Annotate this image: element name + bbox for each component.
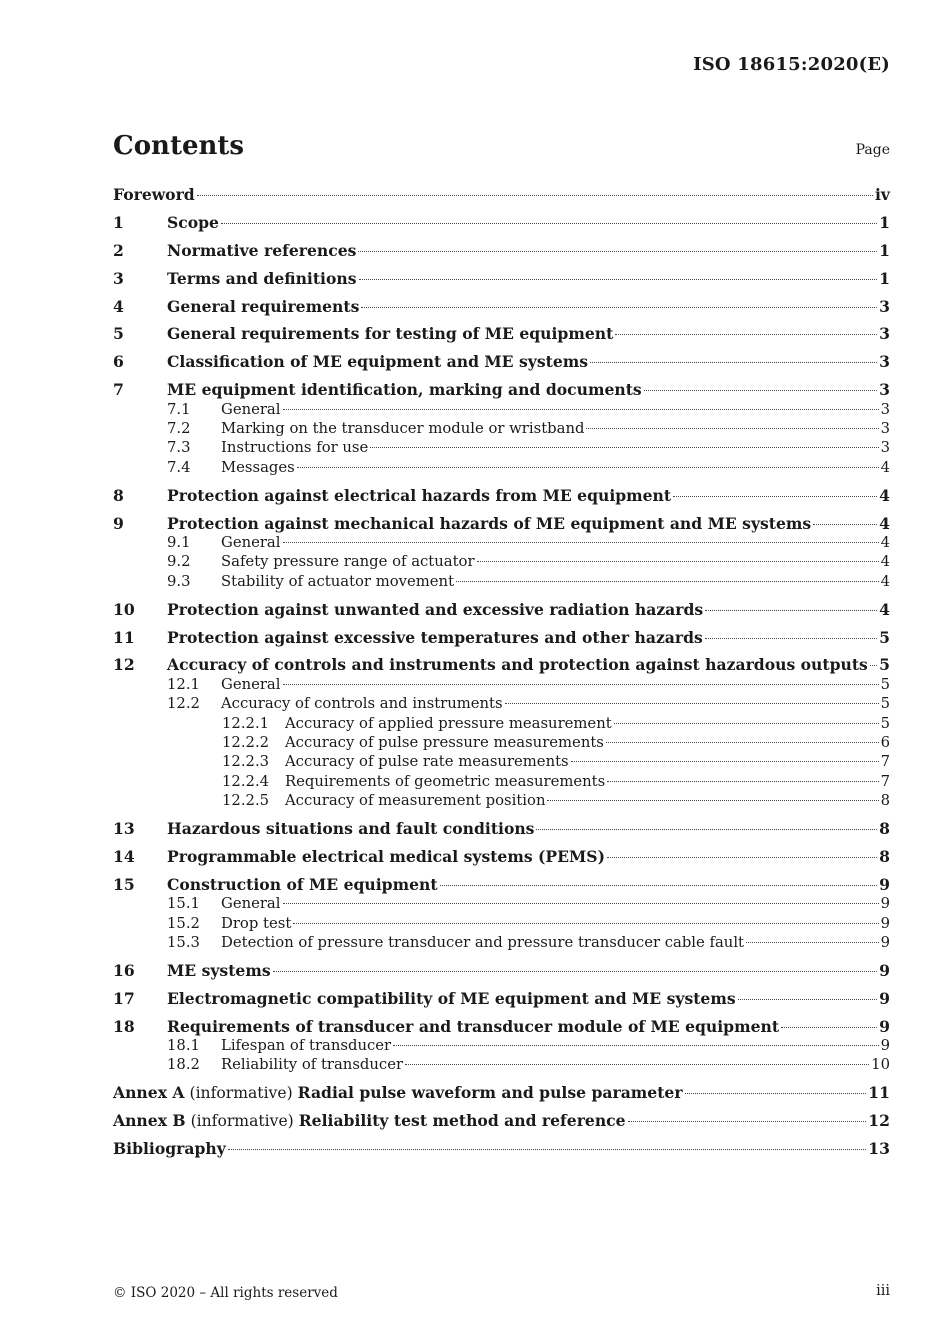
dot-leader bbox=[370, 447, 878, 448]
toc-subentry-number: 7.3 bbox=[167, 439, 191, 457]
toc-entry[interactable] bbox=[113, 1083, 890, 1102]
toc-subentry-page: 9 bbox=[880, 914, 890, 932]
toc-subentry-title: Stability of actuator movement bbox=[221, 572, 455, 590]
toc-entry-number: 14 bbox=[113, 846, 135, 866]
toc-subentry[interactable] bbox=[113, 458, 890, 477]
dot-leader bbox=[505, 703, 879, 704]
toc-subentry-page: 3 bbox=[880, 439, 890, 457]
toc-group bbox=[113, 989, 890, 1008]
toc-group bbox=[113, 352, 890, 371]
toc-entry-number: 5 bbox=[113, 324, 124, 344]
toc-entry-title bbox=[167, 961, 271, 980]
toc-subentry[interactable] bbox=[113, 714, 890, 733]
toc-entry-title bbox=[167, 875, 438, 894]
toc-entry-title bbox=[167, 352, 588, 371]
toc-subentry-title: Accuracy of applied pressure measurement bbox=[285, 714, 612, 732]
toc-entry-title-text: Annex A bbox=[113, 1083, 185, 1103]
toc-entry-page: 3 bbox=[879, 380, 890, 400]
annex-title: Reliability test method and reference bbox=[298, 1111, 626, 1131]
annex-qualifier: (informative) bbox=[184, 1084, 298, 1103]
toc-entry-page: 1 bbox=[879, 212, 890, 232]
toc-entry-title bbox=[167, 847, 605, 866]
toc-entry-title bbox=[113, 1139, 226, 1158]
dot-leader bbox=[440, 885, 878, 886]
dot-leader bbox=[781, 1027, 877, 1028]
toc-subentry-page: 9 bbox=[880, 934, 890, 951]
toc-subentry[interactable] bbox=[113, 694, 890, 713]
toc-entry-page: 12 bbox=[868, 1111, 890, 1131]
toc-entry[interactable] bbox=[113, 655, 890, 674]
dot-leader bbox=[607, 857, 877, 858]
toc-entry-title-text: ME systems bbox=[167, 960, 271, 980]
dot-leader bbox=[283, 903, 879, 904]
toc-subentry-page: 4 bbox=[880, 533, 890, 551]
dot-leader bbox=[705, 638, 877, 639]
toc-subentry-page: 5 bbox=[880, 714, 890, 732]
toc-group bbox=[113, 961, 890, 980]
toc-entry-title bbox=[167, 213, 219, 232]
toc-entry[interactable] bbox=[113, 324, 890, 343]
toc-subentry[interactable] bbox=[113, 1036, 890, 1055]
toc-subentry[interactable] bbox=[113, 914, 890, 933]
toc-entry-number: 16 bbox=[113, 960, 135, 980]
annex-title: Radial pulse waveform and pulse parameter bbox=[297, 1083, 683, 1103]
toc-entry-title bbox=[113, 1083, 683, 1103]
toc-entry-title-text: Foreword bbox=[113, 185, 195, 204]
toc-subentry-number: 12.2 bbox=[167, 695, 200, 713]
toc-entry-number: 1 bbox=[113, 212, 124, 232]
toc-subentry-title: General bbox=[221, 400, 281, 418]
toc-subentry-page: 5 bbox=[880, 675, 890, 693]
dot-leader bbox=[547, 800, 878, 801]
toc-subentry[interactable] bbox=[113, 933, 890, 952]
toc-entry[interactable] bbox=[113, 241, 890, 260]
toc-subentry[interactable] bbox=[113, 533, 890, 552]
toc-group bbox=[113, 514, 890, 592]
toc-entry-title-text: Protection against mechanical hazards of ME equipment and ME systems bbox=[167, 513, 812, 533]
toc-subentry-number: 15.1 bbox=[167, 895, 200, 913]
toc-subentry-number: 12.2.1 bbox=[222, 714, 270, 732]
toc-entry-page: 3 bbox=[879, 324, 890, 344]
toc-group bbox=[113, 628, 890, 647]
toc-subentry[interactable] bbox=[113, 400, 890, 419]
toc-group bbox=[113, 269, 890, 288]
toc-entry[interactable] bbox=[113, 961, 890, 980]
toc-entry-page: 13 bbox=[868, 1139, 890, 1159]
dot-leader bbox=[405, 1064, 869, 1065]
toc-subentry-title: Marking on the transducer module or wristband bbox=[221, 420, 585, 438]
toc-entry-title-text: General requirements bbox=[167, 296, 360, 316]
toc-entry-title-text: Requirements of transducer and transducer module of ME equipment bbox=[167, 1016, 780, 1036]
toc-entry-page: 5 bbox=[879, 627, 890, 647]
toc-entry-title-text: Terms and definitions bbox=[167, 268, 357, 288]
toc-entry-title bbox=[113, 1111, 626, 1131]
toc-entry-page: 9 bbox=[879, 874, 890, 894]
toc-subentry[interactable] bbox=[113, 572, 890, 591]
toc-entry[interactable] bbox=[113, 989, 890, 1008]
toc-entry-number: 2 bbox=[113, 240, 124, 260]
toc-subentry[interactable] bbox=[113, 1055, 890, 1074]
toc-entry-title-text: Bibliography bbox=[113, 1139, 226, 1159]
toc-group bbox=[113, 185, 890, 204]
toc-group bbox=[113, 241, 890, 260]
dot-leader bbox=[197, 195, 873, 196]
dot-leader bbox=[586, 428, 878, 429]
dot-leader bbox=[870, 665, 877, 666]
toc-entry-title-text: Electromagnetic compatibility of ME equipment and ME systems bbox=[167, 988, 736, 1008]
toc-entry-page: 3 bbox=[879, 296, 890, 316]
toc-subentry-title: General bbox=[221, 533, 281, 551]
dot-leader bbox=[297, 467, 879, 468]
toc-entry-page: 8 bbox=[879, 819, 890, 839]
dot-leader bbox=[359, 279, 878, 280]
toc-subentry-title: Accuracy of pulse pressure measurements bbox=[285, 733, 604, 751]
dot-leader bbox=[273, 971, 878, 972]
toc-subentry[interactable] bbox=[113, 894, 890, 913]
toc-subentry[interactable] bbox=[113, 791, 890, 810]
dot-leader bbox=[615, 334, 877, 335]
toc-subentry-page: 8 bbox=[880, 792, 890, 810]
toc-entry-title-text: Annex B bbox=[113, 1111, 186, 1131]
toc-entry-title bbox=[167, 514, 811, 533]
toc-subentry-number: 9.2 bbox=[167, 553, 191, 571]
toc-entry[interactable] bbox=[113, 1139, 890, 1158]
dot-leader bbox=[221, 223, 877, 224]
dot-leader bbox=[607, 781, 878, 782]
toc-entry-page: iv bbox=[875, 185, 890, 204]
toc-entry[interactable] bbox=[113, 380, 890, 399]
toc-subentry-page: 4 bbox=[880, 458, 890, 476]
toc-subentry-number: 9.3 bbox=[167, 572, 191, 590]
toc-entry-title-text: Hazardous situations and fault conditions bbox=[167, 819, 535, 839]
toc-subentry-number: 7.2 bbox=[167, 420, 191, 438]
toc-group bbox=[113, 1111, 890, 1130]
toc-entry-title-text: Protection against excessive temperatures and other hazards bbox=[167, 627, 703, 647]
toc-subentry[interactable] bbox=[113, 419, 890, 438]
toc-entry[interactable] bbox=[113, 269, 890, 288]
toc-entry[interactable] bbox=[113, 847, 890, 866]
dot-leader bbox=[456, 581, 879, 582]
toc-subentry-title: Accuracy of pulse rate measurements bbox=[285, 753, 569, 771]
toc-group bbox=[113, 213, 890, 232]
toc-group bbox=[113, 1139, 890, 1158]
toc-subentry-page: 9 bbox=[880, 895, 890, 913]
toc-subentry-page: 3 bbox=[880, 400, 890, 418]
toc-entry[interactable] bbox=[113, 1017, 890, 1036]
toc-subentry-number: 15.2 bbox=[167, 914, 200, 932]
toc-group bbox=[113, 1017, 890, 1075]
toc-entry[interactable] bbox=[113, 352, 890, 371]
toc-group bbox=[113, 655, 890, 810]
toc-entry-number: 15 bbox=[113, 874, 135, 894]
toc-entry-title bbox=[167, 324, 613, 343]
toc-entry-title bbox=[167, 241, 356, 260]
toc-entry-number: 17 bbox=[113, 988, 135, 1008]
toc-entry-title-text: Normative references bbox=[167, 240, 357, 260]
toc-subentry-page: 4 bbox=[880, 572, 890, 590]
toc-entry-title bbox=[167, 655, 868, 674]
document-id: ISO 18615:2020(E) bbox=[693, 54, 890, 75]
dot-leader bbox=[590, 362, 877, 363]
dot-leader bbox=[673, 496, 877, 497]
table-of-contents bbox=[113, 185, 890, 1167]
toc-entry[interactable] bbox=[113, 628, 890, 647]
toc-entry-title bbox=[167, 269, 357, 288]
toc-subentry-title: Lifespan of transducer bbox=[221, 1037, 392, 1055]
toc-entry-page: 5 bbox=[879, 655, 890, 675]
toc-subentry-number: 12.1 bbox=[167, 675, 200, 693]
toc-entry-title bbox=[167, 819, 534, 838]
toc-subentry-number: 18.2 bbox=[167, 1056, 200, 1074]
toc-entry-title bbox=[167, 628, 703, 647]
toc-subentry-title: General bbox=[221, 675, 281, 693]
dot-leader bbox=[393, 1045, 878, 1046]
dot-leader bbox=[283, 684, 879, 685]
toc-entry-title-text: Accuracy of controls and instruments and protection against hazardous outputs bbox=[167, 655, 868, 675]
dot-leader bbox=[685, 1093, 867, 1094]
toc-entry-title bbox=[167, 486, 671, 505]
toc-entry[interactable] bbox=[113, 185, 890, 204]
toc-entry[interactable] bbox=[113, 514, 890, 533]
toc-subentry[interactable] bbox=[113, 733, 890, 752]
toc-subentry[interactable] bbox=[113, 552, 890, 571]
toc-entry-title bbox=[113, 185, 195, 204]
toc-subentry-number: 7.4 bbox=[167, 458, 191, 476]
dot-leader bbox=[644, 390, 877, 391]
footer-page-number: iii bbox=[876, 1283, 890, 1299]
dot-leader bbox=[606, 742, 879, 743]
toc-entry-number: 13 bbox=[113, 819, 135, 839]
toc-subentry-page: 5 bbox=[880, 695, 890, 713]
toc-entry-number: 18 bbox=[113, 1016, 135, 1036]
toc-subentry-title: Reliability of transducer bbox=[221, 1056, 404, 1074]
toc-subentry-page: 6 bbox=[880, 733, 890, 751]
toc-subentry-title: Accuracy of measurement position bbox=[285, 792, 546, 810]
dot-leader bbox=[813, 524, 877, 525]
toc-subentry-title: Instructions for use bbox=[221, 439, 369, 457]
toc-entry-page: 4 bbox=[879, 599, 890, 619]
annex-qualifier: (informative) bbox=[185, 1112, 299, 1131]
toc-entry-number: 8 bbox=[113, 485, 124, 505]
toc-subentry[interactable] bbox=[113, 752, 890, 771]
toc-subentry-page: 9 bbox=[880, 1037, 890, 1055]
toc-entry-title bbox=[167, 600, 703, 619]
dot-leader bbox=[536, 829, 877, 830]
dot-leader bbox=[746, 942, 879, 943]
toc-group bbox=[113, 486, 890, 505]
toc-entry[interactable] bbox=[113, 600, 890, 619]
toc-entry-title-text: ME equipment identification, marking and documents bbox=[167, 380, 642, 400]
toc-group bbox=[113, 600, 890, 619]
toc-entry-page: 11 bbox=[868, 1083, 890, 1103]
toc-subentry-number: 18.1 bbox=[167, 1037, 200, 1055]
toc-subentry-title: Requirements of geometric measurements bbox=[285, 772, 606, 790]
toc-entry-number: 10 bbox=[113, 599, 135, 619]
dot-leader bbox=[614, 723, 879, 724]
toc-subentry-title: Drop test bbox=[221, 914, 292, 932]
dot-leader bbox=[283, 542, 879, 543]
dot-leader bbox=[228, 1149, 867, 1150]
toc-entry-title-text: Programmable electrical medical systems (PEMS) bbox=[167, 846, 605, 866]
toc-entry-page: 4 bbox=[879, 485, 890, 505]
toc-group bbox=[113, 297, 890, 316]
dot-leader bbox=[283, 409, 879, 410]
toc-entry-number: 6 bbox=[113, 352, 124, 372]
toc-entry-title-text: Construction of ME equipment bbox=[167, 874, 438, 894]
toc-entry-number: 11 bbox=[113, 627, 135, 647]
toc-group bbox=[113, 1083, 890, 1102]
toc-entry-title bbox=[167, 380, 642, 399]
toc-entry[interactable] bbox=[113, 1111, 890, 1130]
dot-leader bbox=[571, 761, 879, 762]
toc-entry-number: 3 bbox=[113, 268, 124, 288]
toc-entry-page: 4 bbox=[879, 513, 890, 533]
toc-subentry[interactable] bbox=[113, 438, 890, 457]
footer-copyright: © ISO 2020 – All rights reserved bbox=[113, 1285, 338, 1301]
dot-leader bbox=[477, 561, 879, 562]
toc-entry-number: 9 bbox=[113, 513, 124, 533]
toc-entry-title-text: Protection against electrical hazards from ME equipment bbox=[167, 485, 672, 505]
toc-entry-page: 1 bbox=[879, 268, 890, 288]
toc-entry[interactable] bbox=[113, 486, 890, 505]
toc-subentry[interactable] bbox=[113, 772, 890, 791]
page-title: Contents bbox=[113, 131, 245, 161]
toc-group bbox=[113, 324, 890, 343]
toc-entry-number: 4 bbox=[113, 296, 124, 316]
toc-group bbox=[113, 847, 890, 866]
toc-entry-page: 3 bbox=[879, 352, 890, 372]
toc-subentry-number: 12.2.5 bbox=[222, 792, 270, 810]
toc-subentry-page: 7 bbox=[880, 772, 890, 790]
dot-leader bbox=[358, 251, 877, 252]
toc-subentry-page: 4 bbox=[880, 553, 890, 571]
toc-subentry-number: 15.3 bbox=[167, 934, 200, 951]
toc-entry-page: 9 bbox=[879, 988, 890, 1008]
toc-subentry[interactable] bbox=[113, 675, 890, 694]
toc-subentry-title: Accuracy of controls and instruments bbox=[221, 695, 503, 713]
dot-leader bbox=[705, 610, 877, 611]
toc-entry-page: 9 bbox=[879, 960, 890, 980]
toc-entry[interactable] bbox=[113, 819, 890, 838]
toc-subentry-number: 9.1 bbox=[167, 533, 191, 551]
dot-leader bbox=[738, 999, 878, 1000]
toc-entry-number: 12 bbox=[113, 655, 135, 675]
toc-subentry-page: 10 bbox=[871, 1056, 890, 1074]
toc-entry-page: 1 bbox=[879, 240, 890, 260]
toc-subentry-page: 3 bbox=[880, 420, 890, 438]
toc-entry[interactable] bbox=[113, 875, 890, 894]
toc-entry-title-text: Scope bbox=[167, 212, 219, 232]
toc-subentry-number: 7.1 bbox=[167, 400, 191, 418]
toc-subentry-title: Messages bbox=[221, 458, 295, 476]
toc-entry-page: 8 bbox=[879, 846, 890, 866]
toc-subentry-page: 7 bbox=[880, 753, 890, 771]
page-column-label: Page bbox=[855, 142, 890, 158]
toc-subentry-title: Safety pressure range of actuator bbox=[221, 553, 475, 571]
toc-entry-title-text: General requirements for testing of ME equipment bbox=[167, 324, 614, 344]
dot-leader bbox=[628, 1121, 867, 1122]
toc-entry[interactable] bbox=[113, 213, 890, 232]
toc-entry-title-text: Classification of ME equipment and ME systems bbox=[167, 352, 589, 372]
dot-leader bbox=[361, 307, 877, 308]
toc-group bbox=[113, 380, 890, 477]
toc-entry-title bbox=[167, 297, 359, 316]
toc-subentry-number: 12.2.2 bbox=[222, 733, 270, 751]
toc-entry[interactable] bbox=[113, 297, 890, 316]
toc-entry-title-text: Protection against unwanted and excessive radiation hazards bbox=[167, 599, 704, 619]
toc-subentry-number: 12.2.3 bbox=[222, 753, 270, 771]
toc-subentry-title: Detection of pressure transducer and pressure transducer cable fault bbox=[221, 934, 745, 951]
toc-subentry-number: 12.2.4 bbox=[222, 772, 270, 790]
toc-group bbox=[113, 819, 890, 838]
toc-entry-page: 9 bbox=[879, 1016, 890, 1036]
toc-subentry-title: General bbox=[221, 895, 281, 913]
toc-entry-title bbox=[167, 989, 736, 1008]
dot-leader bbox=[293, 923, 878, 924]
toc-entry-title bbox=[167, 1017, 779, 1036]
toc-entry-number: 7 bbox=[113, 380, 124, 400]
toc-group bbox=[113, 875, 890, 953]
